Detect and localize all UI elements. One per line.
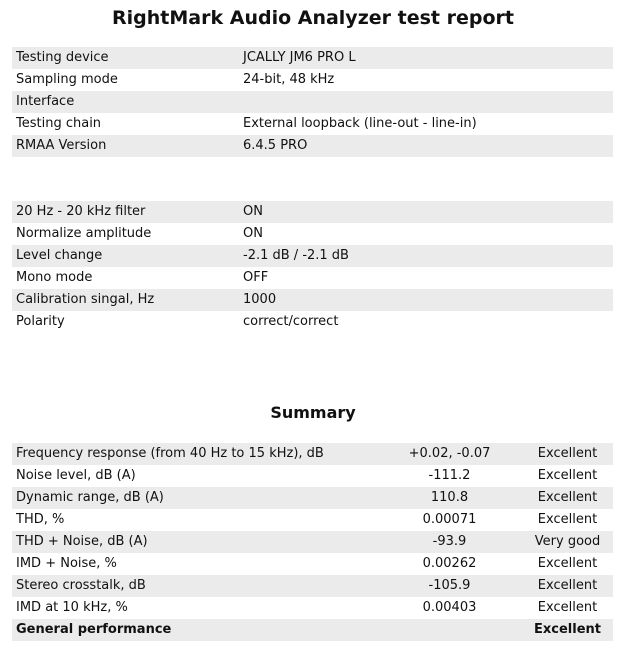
row-value: 6.4.5 PRO	[239, 135, 613, 157]
row-value: 0.00403	[377, 597, 522, 619]
general-performance-row	[12, 619, 613, 641]
row-value	[239, 91, 613, 113]
table-row	[12, 553, 613, 575]
table-row	[12, 113, 613, 135]
row-label: Stereo crosstalk, dB	[12, 575, 377, 597]
row-value: correct/correct	[239, 311, 613, 333]
row-value: +0.02, -0.07	[377, 443, 522, 465]
row-value: -93.9	[377, 531, 522, 553]
table-row	[12, 69, 613, 91]
row-label: Calibration singal, Hz	[12, 289, 239, 311]
table-row	[12, 465, 613, 487]
row-label: Dynamic range, dB (A)	[12, 487, 377, 509]
row-rating: Excellent	[522, 575, 613, 597]
row-value: 1000	[239, 289, 613, 311]
row-rating: Excellent	[522, 487, 613, 509]
table-row	[12, 201, 613, 223]
table-row	[12, 509, 613, 531]
row-value: JCALLY JM6 PRO L	[239, 47, 613, 69]
table-row	[12, 487, 613, 509]
row-value: -105.9	[377, 575, 522, 597]
row-value: 24-bit, 48 kHz	[239, 69, 613, 91]
table-row	[12, 289, 613, 311]
table-row	[12, 531, 613, 553]
summary-table	[12, 443, 613, 641]
table-row	[12, 575, 613, 597]
table-row	[12, 267, 613, 289]
row-value: OFF	[239, 267, 613, 289]
row-label: IMD + Noise, %	[12, 553, 377, 575]
row-label: Frequency response (from 40 Hz to 15 kHz), dB	[12, 443, 377, 465]
row-value: 0.00071	[377, 509, 522, 531]
row-rating: Excellent	[522, 619, 613, 641]
row-rating: Excellent	[522, 465, 613, 487]
row-label: Level change	[12, 245, 239, 267]
row-label: THD + Noise, dB (A)	[12, 531, 377, 553]
row-label: Testing chain	[12, 113, 239, 135]
table-row	[12, 91, 613, 113]
row-rating: Excellent	[522, 553, 613, 575]
test-settings-table	[12, 201, 613, 333]
page-title: RightMark Audio Analyzer test report	[112, 7, 514, 29]
row-label: Testing device	[12, 47, 239, 69]
row-label: 20 Hz - 20 kHz filter	[12, 201, 239, 223]
row-value: External loopback (line-out - line-in)	[239, 113, 613, 135]
table-row	[12, 597, 613, 619]
row-label: Mono mode	[12, 267, 239, 289]
table-row	[12, 443, 613, 465]
table-row	[12, 135, 613, 157]
row-value: ON	[239, 223, 613, 245]
summary-heading: Summary	[270, 403, 356, 422]
row-value	[377, 619, 522, 641]
table-row	[12, 223, 613, 245]
row-label: Normalize amplitude	[12, 223, 239, 245]
row-rating: Excellent	[522, 597, 613, 619]
row-value: 0.00262	[377, 553, 522, 575]
row-value: -2.1 dB / -2.1 dB	[239, 245, 613, 267]
row-value: -111.2	[377, 465, 522, 487]
row-label: IMD at 10 kHz, %	[12, 597, 377, 619]
row-label: RMAA Version	[12, 135, 239, 157]
row-label: Interface	[12, 91, 239, 113]
table-row	[12, 47, 613, 69]
table-row	[12, 245, 613, 267]
device-info-table	[12, 47, 613, 157]
row-label: Polarity	[12, 311, 239, 333]
row-rating: Very good	[522, 531, 613, 553]
row-label: General performance	[12, 619, 377, 641]
row-value: 110.8	[377, 487, 522, 509]
row-label: Sampling mode	[12, 69, 239, 91]
row-rating: Excellent	[522, 443, 613, 465]
row-label: Noise level, dB (A)	[12, 465, 377, 487]
row-value: ON	[239, 201, 613, 223]
row-rating: Excellent	[522, 509, 613, 531]
row-label: THD, %	[12, 509, 377, 531]
table-row	[12, 311, 613, 333]
